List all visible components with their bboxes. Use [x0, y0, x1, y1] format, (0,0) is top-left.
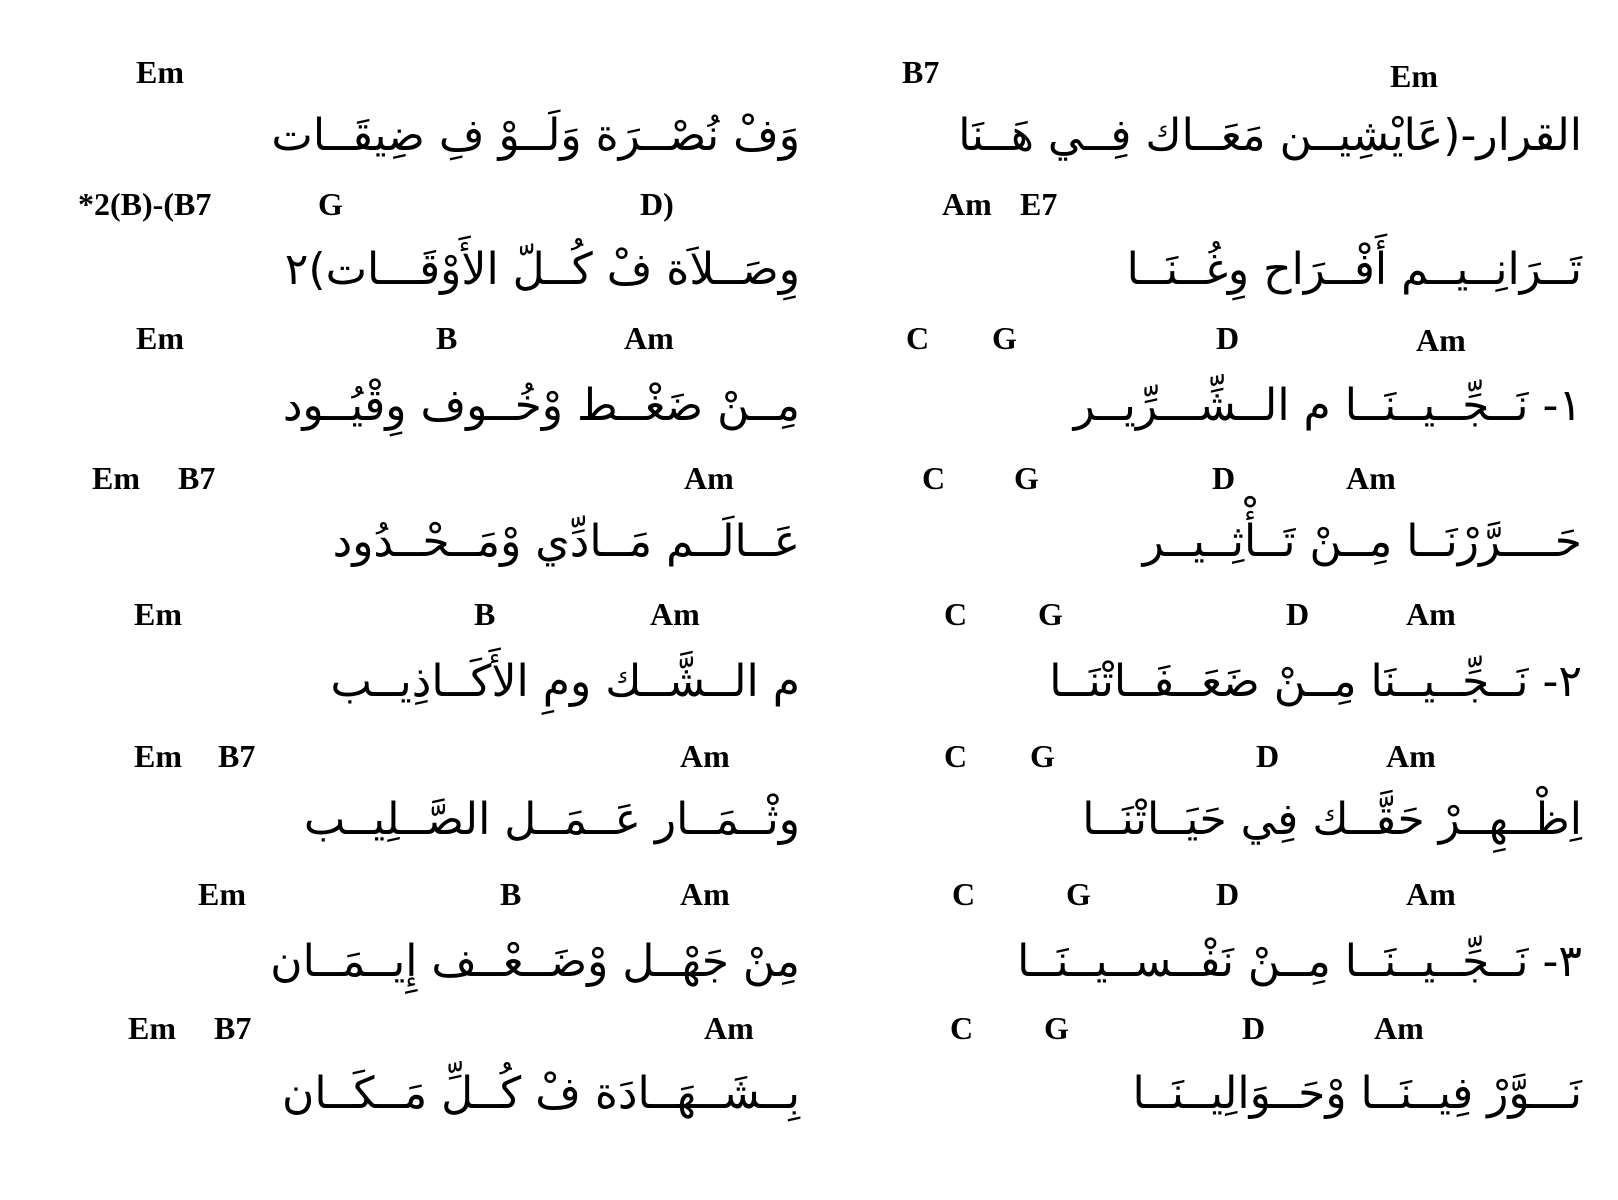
chord: D [1212, 460, 1236, 496]
lyric-line: حَــــرَّرْنَــا مِــنْ تَــأْثِــيــر [1142, 516, 1582, 567]
lyric-line: وثْــمَــار عَــمَــل الصَّــلِيــب [303, 794, 800, 845]
chord: Am [684, 460, 734, 496]
lyric-line: القرار-(عَايْشِيــن مَعَــاك فِــي هَــنَا [958, 110, 1582, 161]
chord: Em [134, 596, 182, 632]
lyric-line: ١- نَــجِّــيــنَــا م الــشِّـــرِّيــر [1073, 380, 1582, 431]
chord: D [1216, 876, 1240, 912]
chord: B7 [214, 1010, 252, 1046]
chord: C [944, 738, 968, 774]
lyric-line: اِظْــهِــرْ حَقَّــك فِي حَيَــاتْنَــا [1082, 794, 1582, 845]
chord: G [1038, 596, 1063, 632]
chord: B [436, 320, 458, 356]
chord: G [318, 186, 343, 222]
lyric-line: عَــالَــم مَــادِّي وْمَــحْــدُود [332, 516, 800, 567]
chord: D [1216, 320, 1240, 356]
chord: G [1014, 460, 1039, 496]
chord: C [922, 460, 946, 496]
chord: E7 [1020, 186, 1058, 222]
chord: Am [1406, 596, 1456, 632]
chord: B [500, 876, 522, 912]
lyric-line: ٣- نَــجِّــيــنَــا مِــنْ نَفْــســيــنَــا [1017, 936, 1582, 987]
chord: Em [128, 1010, 176, 1046]
chord: Em [92, 460, 140, 496]
chord: Em [134, 738, 182, 774]
chord: Em [136, 54, 184, 90]
chord: Am [1386, 738, 1436, 774]
chord: B7 [902, 54, 940, 90]
chord: Am [1406, 876, 1456, 912]
lyric-line: مِنْ جَهْــل وْضَــعْــف إِيــمَــان [270, 936, 800, 987]
chord: Am [680, 876, 730, 912]
chord: G [992, 320, 1017, 356]
chord: Am [680, 738, 730, 774]
lyric-line: ٢- نَــجِّــيــنَا مِــنْ ضَعَــفَــاتْنَــا [1049, 656, 1582, 707]
chord: *2(B)-(B7 [78, 186, 212, 222]
chord: C [952, 876, 976, 912]
chord: Am [624, 320, 674, 356]
lyric-line: نَـــوَّرْ فِيــنَــا وْحَــوَالِيــنَــا [1132, 1068, 1582, 1119]
chord: B [474, 596, 496, 632]
chord: C [906, 320, 930, 356]
lyric-line: م الــشَّــك ومِ الأَكَــاذِيــب [330, 656, 800, 707]
lyric-line: وَفْ نُصْــرَة وَلَــوْ فِ ضِيقَــات [271, 110, 800, 161]
chord: Am [1374, 1010, 1424, 1046]
chord: Am [1416, 322, 1466, 358]
chord: D [1286, 596, 1310, 632]
chord: B7 [178, 460, 216, 496]
chord: Am [650, 596, 700, 632]
chord: Am [704, 1010, 754, 1046]
lyric-line: بِــشَــهَــادَة فْ كُــلِّ مَــكَــان [282, 1068, 800, 1119]
chord: G [1044, 1010, 1069, 1046]
chord: D [1256, 738, 1280, 774]
chord: C [944, 596, 968, 632]
chord: Am [942, 186, 992, 222]
lyric-line: وِصَــلاَة فْ كُــلّ الأَوْقَـــات)٢ [284, 244, 800, 295]
chord: Em [198, 876, 246, 912]
lyric-line: تَــرَانِــيــم أَفْــرَاح وِغُــنَــا [1126, 244, 1582, 295]
chord: G [1030, 738, 1055, 774]
chord: B7 [218, 738, 256, 774]
lyric-line: مِــنْ ضَغْــط وْخُــوف وِقْيُــود [282, 380, 800, 431]
chord: D) [640, 186, 674, 222]
chord: Em [1390, 58, 1438, 94]
chord: Em [136, 320, 184, 356]
chord: D [1242, 1010, 1266, 1046]
chord: C [950, 1010, 974, 1046]
chord: G [1066, 876, 1091, 912]
chord: Am [1346, 460, 1396, 496]
